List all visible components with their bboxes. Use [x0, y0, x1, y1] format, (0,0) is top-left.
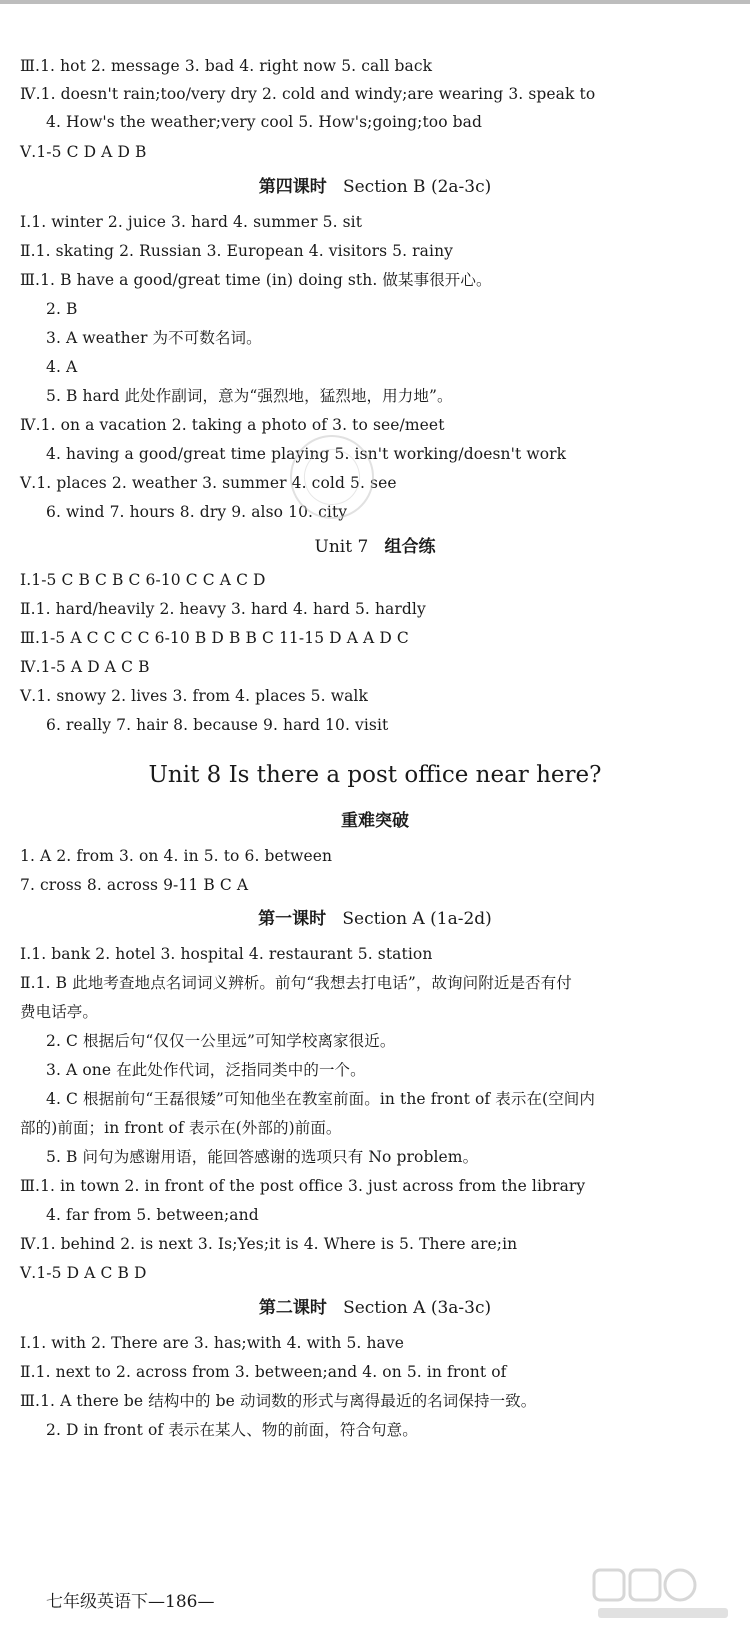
answer-line: Ⅲ.1. A there be 结构中的 be 动词数的形式与离得最近的名词保持一致。 — [20, 1392, 537, 1410]
heading-cn: 第二课时 — [258, 1298, 327, 1318]
heading-cn: 组合练 — [384, 537, 436, 557]
answer-line: 部的)前面；in front of 表示在(外部的)前面。 — [20, 1119, 342, 1137]
answer-line: Ⅰ.1. bank 2. hotel 3. hospital 4. restaurant 5. station — [20, 945, 433, 963]
answer-line: 4. C 根据前句“王磊很矮”可知他坐在教室前面。in the front of 表示在(空间内 — [46, 1090, 595, 1108]
answer-line: 6. really 7. hair 8. because 9. hard 10. visit — [46, 716, 389, 734]
answer-line: 5. B hard 此处作副词，意为“强烈地，猛烈地，用力地”。 — [46, 387, 453, 405]
answer-line: Ⅱ.1. skating 2. Russian 3. European 4. visitors 5. rainy — [20, 242, 454, 260]
answer-line: 2. C 根据后句“仅仅一公里远”可知学校离家很近。 — [46, 1032, 396, 1050]
section-heading — [0, 175, 750, 199]
heading-en: Section B (2a-3c) — [342, 177, 492, 197]
answer-line: 4. How's the weather;very cool 5. How's;going;too bad — [46, 113, 483, 131]
section-heading — [0, 809, 750, 833]
answer-line: 3. A one 在此处作代词，泛指同类中的一个。 — [46, 1061, 366, 1079]
heading-cn: 重难突破 — [341, 811, 409, 831]
watermark-logo — [592, 1566, 734, 1624]
answer-line: Ⅲ.1. B have a good/great time (in) doing sth. 做某事很开心。 — [20, 271, 492, 289]
section-heading — [0, 535, 750, 559]
answer-line: 3. A weather 为不可数名词。 — [46, 329, 262, 347]
page-footer: 七年级英语下—186— — [46, 1592, 215, 1612]
answer-line: Ⅱ.1. hard/heavily 2. heavy 3. hard 4. hard 5. hardly — [20, 600, 426, 618]
answer-line: 4. having a good/great time playing 5. isn't working/doesn't work — [46, 445, 567, 463]
section-heading — [0, 907, 750, 931]
answer-line: Ⅳ.1. doesn't rain;too/very dry 2. cold and windy;are wearing 3. speak to — [20, 85, 596, 103]
answer-line: Ⅴ.1. places 2. weather 3. summer 4. cold 5. see — [20, 474, 397, 492]
answer-line: 2. B — [46, 300, 78, 318]
answer-line: Ⅲ.1-5 A C C C C 6-10 B D B B C 11-15 D A A D C — [20, 629, 409, 647]
answer-line: 6. wind 7. hours 8. dry 9. also 10. city — [46, 503, 348, 521]
answer-line: Ⅲ.1. hot 2. message 3. bad 4. right now 5. call back — [20, 57, 433, 75]
answer-line: Ⅳ.1-5 A D A C B — [20, 658, 150, 676]
answer-line: Ⅱ.1. B 此地考查地点名词词义辨析。前句“我想去打电话”，故询问附近是否有付 — [20, 974, 572, 992]
answer-line: 7. cross 8. across 9-11 B C A — [20, 876, 249, 894]
heading-en: Section A (1a-2d) — [342, 909, 492, 929]
answer-line: Ⅳ.1. behind 2. is next 3. Is;Yes;it is 4. Where is 5. There are;in — [20, 1235, 518, 1253]
answer-line: 4. A — [46, 358, 78, 376]
answer-line: 2. D in front of 表示在某人、物的前面，符合句意。 — [46, 1421, 418, 1439]
answer-line: Ⅱ.1. next to 2. across from 3. between;and 4. on 5. in front of — [20, 1363, 507, 1381]
answer-line: Ⅲ.1. in town 2. in front of the post office 3. just across from the library — [20, 1177, 586, 1195]
top-border — [0, 0, 750, 4]
answer-line: Ⅴ.1-5 D A C B D — [20, 1264, 147, 1282]
answer-line: Ⅴ.1-5 C D A D B — [20, 143, 147, 161]
answer-line: 1. A 2. from 3. on 4. in 5. to 6. between — [20, 847, 333, 865]
answer-line: Ⅰ.1. with 2. There are 3. has;with 4. with 5. have — [20, 1334, 405, 1352]
heading-en: Section A (3a-3c) — [343, 1298, 492, 1318]
answer-line: Ⅰ.1. winter 2. juice 3. hard 4. summer 5. sit — [20, 213, 363, 231]
unit-title: Unit 8 Is there a post office near here? — [148, 762, 602, 788]
answer-line: 4. far from 5. between;and — [46, 1206, 259, 1224]
heading-cn: 第一课时 — [258, 909, 327, 929]
answer-line: Ⅳ.1. on a vacation 2. taking a photo of 3. to see/meet — [20, 416, 445, 434]
answer-line: Ⅰ.1-5 C B C B C 6-10 C C A C D — [20, 571, 266, 589]
heading-cn: 第四课时 — [258, 177, 327, 197]
heading-en: Unit 7 — [314, 537, 369, 557]
answer-line: 5. B 问句为感谢用语，能回答感谢的选项只有 No problem。 — [46, 1148, 479, 1166]
answer-line: Ⅴ.1. snowy 2. lives 3. from 4. places 5. walk — [20, 687, 368, 705]
section-heading — [0, 1296, 750, 1320]
answer-line: 费电话亭。 — [20, 1003, 99, 1021]
